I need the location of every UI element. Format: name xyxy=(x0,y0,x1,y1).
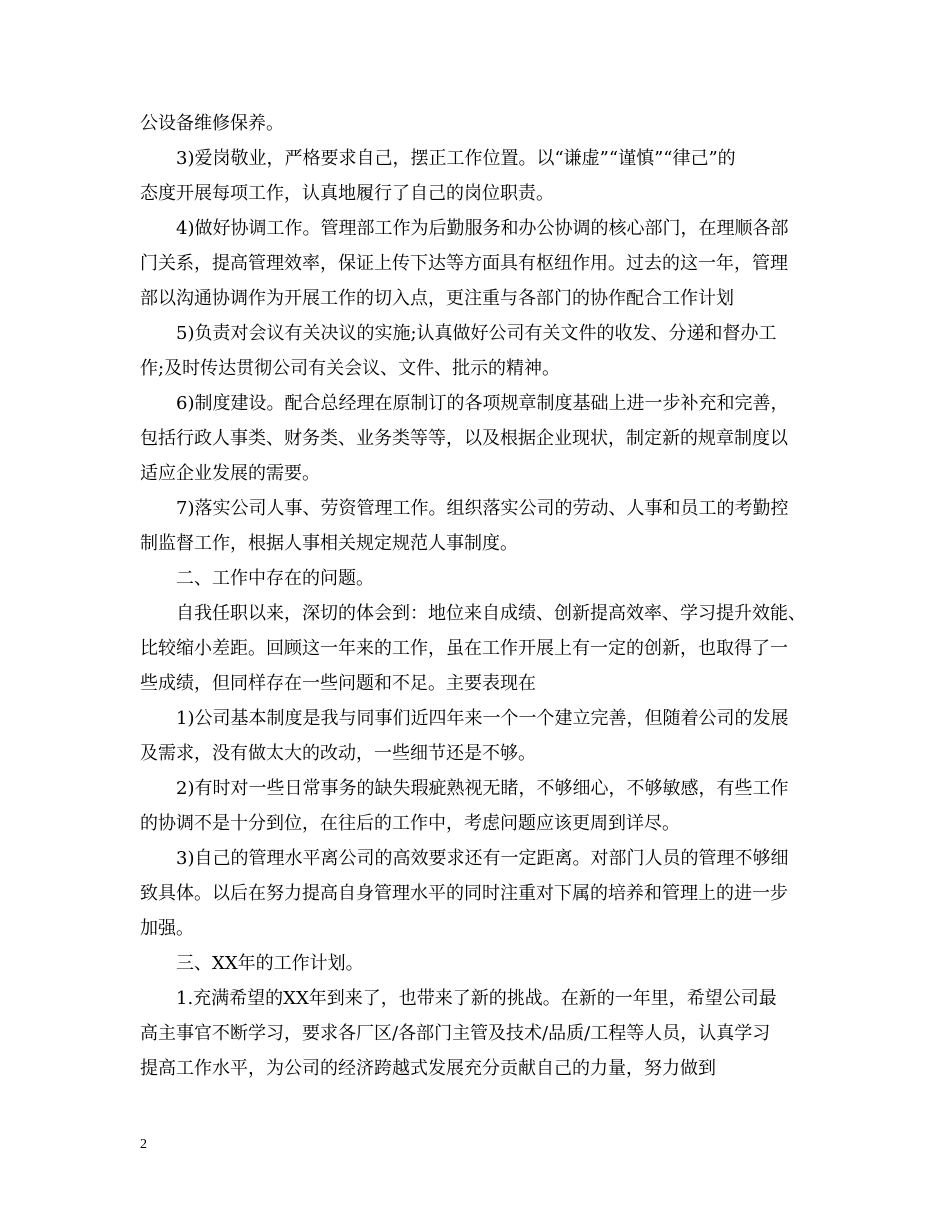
paragraph xyxy=(140,981,820,1086)
text-line: 5)负责对会议有关决议的实施;认真做好公司有关文件的收发、分递和督办工 xyxy=(176,323,777,344)
text-line: 4)做好协调工作。管理部工作为后勤服务和办公协调的核心部门，在理顺各部 xyxy=(176,218,789,239)
text-line: 7)落实公司人事、劳资管理工作。组织落实公司的劳动、人事和员工的考勤控 xyxy=(176,498,789,519)
text-line: 及需求，没有做太大的改动，一些细节还是不够。 xyxy=(140,743,536,764)
text-line: 加强。 xyxy=(140,918,194,939)
document-body xyxy=(140,106,820,1086)
text-line: 自我任职以来，深切的体会到：地位来自成绩、创新提高效率、学习提升效能、 xyxy=(176,603,806,624)
text-line: 些成绩，但同样存在一些问题和不足。主要表现在 xyxy=(140,673,536,694)
text-line: 提高工作水平，为公司的经济跨越式发展充分贡献自己的力量，努力做到 xyxy=(140,1058,716,1079)
text-line: 2)有时对一些日常事务的缺失瑕疵熟视无睹，不够细心，不够敏感，有些工作 xyxy=(176,778,789,799)
text-line: 1.充满希望的XX年到来了，也带来了新的挑战。在新的一年里，希望公司最 xyxy=(176,988,777,1009)
paragraph xyxy=(140,771,820,841)
paragraph xyxy=(140,316,820,386)
paragraph xyxy=(140,701,820,771)
text-line: 门关系，提高管理效率，保证上传下达等方面具有枢纽作用。过去的这一年，管理 xyxy=(140,253,788,274)
page-number: 2 xyxy=(140,1137,147,1152)
text-line: 包括行政人事类、财务类、业务类等等，以及根据企业现状，制定新的规章制度以 xyxy=(140,428,788,449)
text-line: 3)爱岗敬业，严格要求自己，摆正工作位置。以“谦虚”“谨慎”“律己”的 xyxy=(176,148,736,169)
text-line: 部以沟通协调作为开展工作的切入点，更注重与各部门的协作配合工作计划 xyxy=(140,288,734,309)
paragraph xyxy=(140,211,820,316)
text-line: 适应企业发展的需要。 xyxy=(140,463,320,484)
text-line: 作;及时传达贯彻公司有关会议、文件、批示的精神。 xyxy=(140,358,561,379)
paragraph xyxy=(140,946,820,981)
text-line: 二、工作中存在的问题。 xyxy=(176,568,374,589)
text-line: 高主事官不断学习，要求各厂区/各部门主管及技术/品质/工程等人员，认真学习 xyxy=(140,1023,771,1044)
paragraph xyxy=(140,106,820,141)
paragraph xyxy=(140,561,820,596)
text-line: 3)自己的管理水平离公司的高效要求还有一定距离。对部门人员的管理不够细 xyxy=(176,848,789,869)
text-line: 态度开展每项工作，认真地履行了自己的岗位职责。 xyxy=(140,183,554,204)
paragraph xyxy=(140,596,820,701)
text-line: 致具体。以后在努力提高自身管理水平的同时注重对下属的培养和管理上的进一步 xyxy=(140,883,788,904)
text-line: 三、XX年的工作计划。 xyxy=(176,953,364,974)
text-line: 制监督工作，根据人事相关规定规范人事制度。 xyxy=(140,533,518,554)
paragraph xyxy=(140,841,820,946)
text-line: 比较缩小差距。回顾这一年来的工作，虽在工作开展上有一定的创新，也取得了一 xyxy=(140,638,788,659)
paragraph xyxy=(140,386,820,491)
text-line: 公设备维修保养。 xyxy=(140,113,284,134)
paragraph xyxy=(140,141,820,211)
text-line: 1)公司基本制度是我与同事们近四年来一个一个建立完善，但随着公司的发展 xyxy=(176,708,789,729)
text-line: 的协调不是十分到位，在往后的工作中，考虑问题应该更周到详尽。 xyxy=(140,813,680,834)
paragraph xyxy=(140,491,820,561)
text-line: 6)制度建设。配合总经理在原制订的各项规章制度基础上进一步补充和完善， xyxy=(176,393,789,414)
